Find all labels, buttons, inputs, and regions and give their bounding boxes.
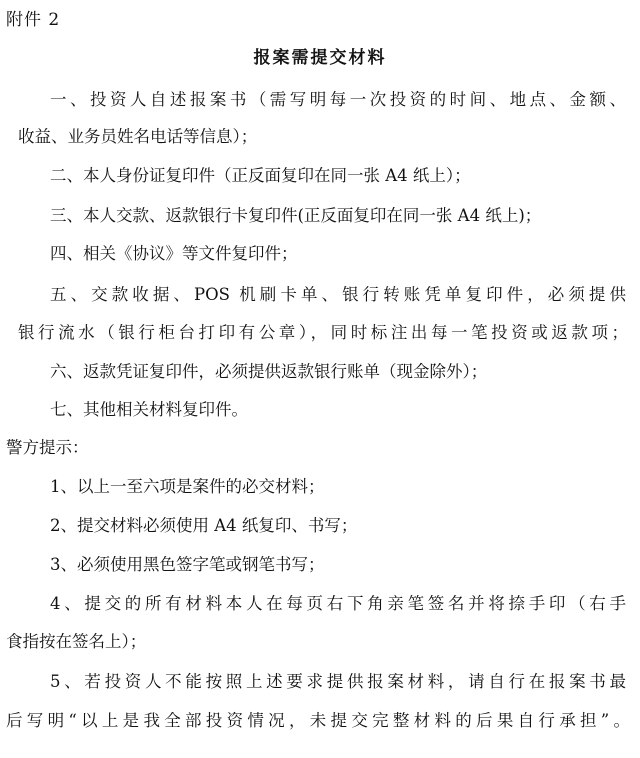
material-item-4: 四、相关《协议》等文件复印件； [50, 244, 298, 263]
material-item-7: 七、其他相关材料复印件。 [50, 400, 248, 419]
material-item-1-line-2: 收益、业务员姓名电话等信息）； [18, 127, 258, 146]
warning-item-5-line-2: 后写明“以上是我全部投资情况，未提交完整材料的后果自行承担”。 [6, 711, 630, 730]
material-item-1-line-1: 一、投资人自述报案书（需写明每一次投资的时间、地点、金额、 [50, 90, 626, 109]
attachment-label: 附件 2 [6, 10, 61, 30]
warning-item-2: 2、提交材料必须使用 A4 纸复印、书写； [50, 516, 358, 535]
warning-item-5-line-1: 5、若投资人不能按照上述要求提供报案材料，请自行在报案书最 [50, 672, 626, 691]
material-item-3: 三、本人交款、返款银行卡复印件(正反面复印在同一张 A4 纸上)； [50, 206, 542, 225]
warning-item-4-line-2: 食指按在签名上）； [6, 632, 147, 651]
material-item-5-line-1: 五、交款收据、POS 机刷卡单、银行转账凭单复印件，必须提供 [50, 285, 626, 304]
document-title: 报案需提交材料 [253, 48, 387, 68]
warning-heading: 警方提示： [6, 438, 89, 457]
material-item-6: 六、返款凭证复印件，必须提供返款银行账单（现金除外）； [50, 362, 488, 381]
material-item-5-line-2: 银行流水（银行柜台打印有公章），同时标注出每一笔投资或返款项； [18, 323, 628, 342]
material-item-2: 二、本人身份证复印件（正反面复印在同一张 A4 纸上）； [50, 166, 471, 185]
warning-item-4-line-1: 4、提交的所有材料本人在每页右下角亲笔签名并将捺手印（右手 [50, 594, 626, 613]
warning-item-1: 1、以上一至六项是案件的必交材料； [50, 477, 325, 496]
warning-item-3: 3、必须使用黑色签字笔或钢笔书写； [50, 555, 325, 574]
